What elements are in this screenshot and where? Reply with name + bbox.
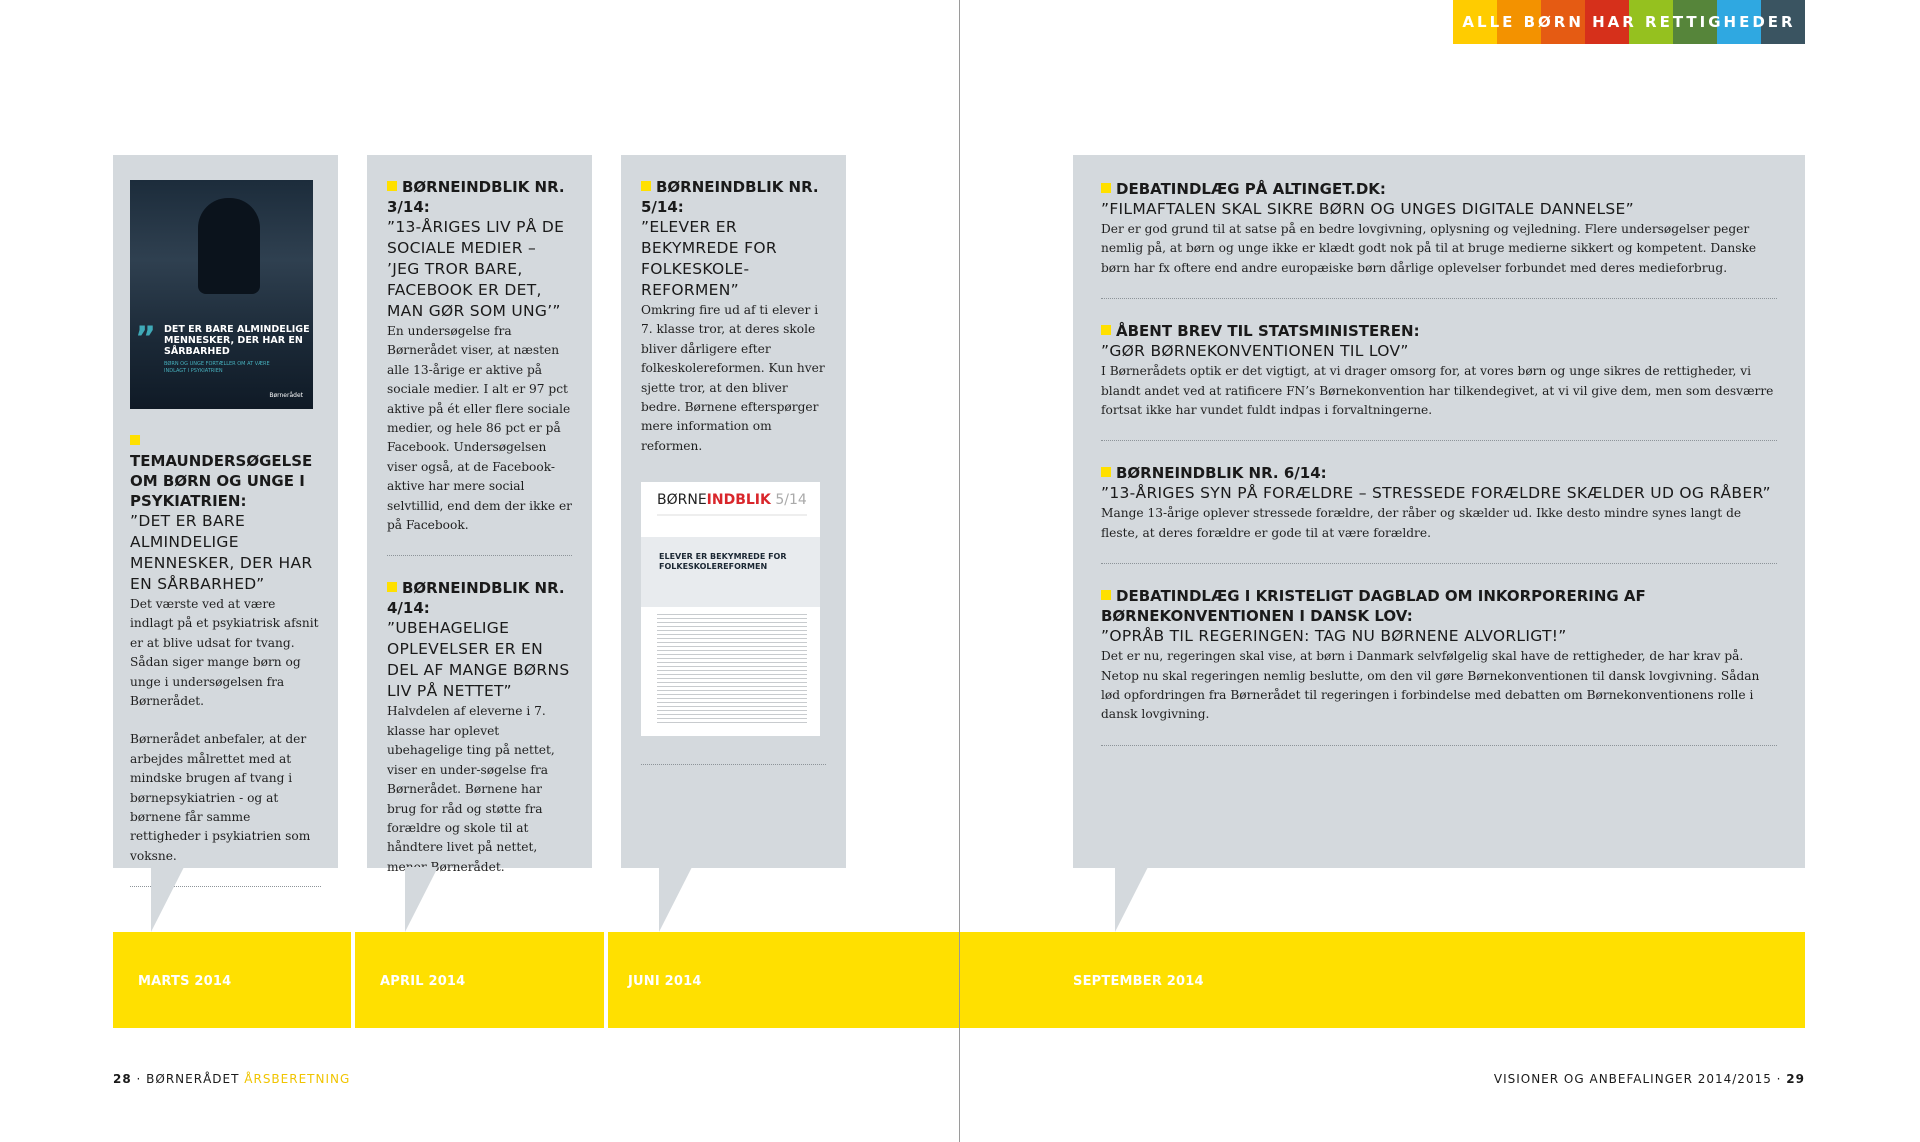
item-subheading: ”13-ÅRIGES LIV PÅ DE SOCIALE MEDIER – ’JEG TROR BARE, FACEBOOK ER DET, MAN GØR SOM UNG’” — [387, 218, 565, 320]
quote-icon: ” — [135, 319, 157, 357]
page-number: 28 — [113, 1072, 132, 1086]
report-title: ELEVER ER BEKYMREDE FOR FOLKESKOLEREFORMEN — [659, 552, 787, 572]
item-heading: TEMAUNDERSØGELSE OM BØRN OG UNGE I PSYKIATRIEN: — [130, 431, 321, 511]
item-heading: BØRNEINDBLIK NR. 4/14: — [387, 578, 572, 618]
report-rule — [657, 514, 807, 516]
item-subheading: ”FILMAFTALEN SKAL SIKRE BØRN OG UNGES DIGITALE DANNELSE” — [1101, 200, 1634, 218]
dotted-divider — [1101, 563, 1777, 564]
timeline-bar-juni — [608, 932, 959, 1028]
item-heading: DEBATINDLÆG PÅ ALTINGET.DK: — [1101, 179, 1777, 199]
item-heading: DEBATINDLÆG I KRISTELIGT DAGBLAD OM INKORPORERING AF BØRNEKONVENTIONEN I DANSK LOV: — [1101, 586, 1777, 626]
report-masthead — [657, 492, 807, 508]
panel-pointer — [151, 867, 184, 932]
timeline-bar-april — [355, 932, 604, 1028]
footer-title: VISIONER OG ANBEFALINGER 2014/2015 — [1493, 1072, 1772, 1086]
timeline-month: SEPTEMBER 2014 — [1073, 974, 1204, 989]
dotted-divider — [387, 555, 572, 556]
item-heading: BØRNEINDBLIK NR. 5/14: — [641, 177, 826, 217]
item-heading: BØRNEINDBLIK NR. 3/14: — [387, 177, 572, 217]
report-issue: 5/14 — [775, 492, 807, 509]
timeline-month: MARTS 2014 — [138, 974, 232, 989]
timeline-bar-september — [960, 932, 1805, 1028]
timeline-item — [387, 177, 572, 535]
page-number: 29 — [1786, 1072, 1805, 1086]
item-body: Halvdelen af eleverne i 7. klasse har oplevet ubehagelige ting på nettet, viser en under-søgelse fra Børnerådet. Børnene har brug for råd og støtte fra forældre og skole til at håndtere livet på nettet, mener Børnerådet. — [387, 704, 555, 874]
report-brand-b: INDBLIK — [706, 492, 771, 509]
timeline-item — [1101, 179, 1777, 278]
banner-title: ALLE BØRN HAR RETTIGHEDER — [1462, 13, 1796, 31]
panel-marts — [113, 155, 338, 868]
item-subheading: ”DET ER BARE ALMINDELIGE MENNESKER, DER HAR EN SÅRBARHED” — [130, 512, 313, 593]
panel-april — [367, 155, 592, 874]
body-paragraph: Det værste ved at være indlagt på et psykiatrisk afsnit er at blive udsat for tvang. Sådan siger mange børn og unge i undersøgelsen fra Børnerådet. — [130, 597, 319, 709]
timeline-item — [1101, 463, 1777, 543]
timeline-item — [1101, 321, 1777, 420]
cover-logo: Børnerådet — [269, 392, 303, 399]
cover-subtitle: BØRN OG UNGE FORTÆLLER OM AT VÆRE INDLAGT I PSYKIATRIEN — [164, 361, 270, 374]
item-subheading: ”ELEVER ER BEKYMREDE FOR FOLKESKOLE-REFORMEN” — [641, 218, 777, 299]
footer-left: 28 · BØRNERÅDET ÅRSBERETNING — [113, 1072, 351, 1086]
item-subheading: ”OPRÅB TIL REGERINGEN: TAG NU BØRNENE ALVORLIGT!” — [1101, 627, 1567, 646]
item-body: En undersøgelse fra Børnerådet viser, at næsten alle 13-årige er aktive på sociale medier. I alt er 97 pct aktive på ét eller flere sociale medier, og hele 86 pct er på Facebook. Undersøgelsen viser også, at de Facebook-aktive har mere social selvtillid, end dem der ikke er på Facebook. — [387, 324, 572, 533]
panel-pointer — [659, 867, 692, 932]
panel-september — [1073, 155, 1805, 868]
dotted-divider — [1101, 298, 1777, 299]
item-body: Det er nu, regeringen skal vise, at børn i Danmark selvfølgelig skal have de rettigheder, de har krav på. Netop nu skal regeringen nemlig beslutte, om den vil gøre Børnekonventionen til dansk lovgivning. Sådan lød opfordringen fra Børnerådet til regeringen i forbindelse med debatten om Børnekonventionens rolle i dansk lovgivning. — [1101, 649, 1760, 722]
cover-title: DET ER BARE ALMINDELIGE MENNESKER, DER HAR EN SÅRBARHED — [164, 324, 310, 357]
panel-pointer — [405, 867, 438, 932]
item-subheading: ”13-ÅRIGES SYN PÅ FORÆLDRE – STRESSEDE FORÆLDRE SKÆLDER UD OG RÅBER” — [1101, 484, 1771, 503]
dotted-divider — [1101, 745, 1777, 746]
footer-right: VISIONER OG ANBEFALINGER 2014/2015 · 29 — [1493, 1072, 1805, 1086]
report-cover-image — [130, 180, 313, 409]
item-heading: BØRNEINDBLIK NR. 6/14: — [1101, 463, 1777, 483]
timeline-month: APRIL 2014 — [380, 974, 466, 989]
dotted-divider — [641, 764, 826, 765]
timeline-month: JUNI 2014 — [628, 974, 702, 989]
dotted-divider — [1101, 440, 1777, 441]
timeline-item — [1101, 586, 1777, 725]
item-body: Mange 13-årige oplever stressede forældre, der råber og skælder ud. Ikke desto mindre synes langt de fleste, at deres forældre er gode til at være forældre. — [1101, 506, 1742, 540]
item-subheading: ”UBEHAGELIGE OPLEVELSER ER EN DEL AF MANGE BØRNS LIV PÅ NETTET” — [387, 619, 570, 701]
item-body: Omkring fire ud af ti elever i 7. klasse tror, at deres skole bliver dårligere efter folkeskolereformen. Kun hver sjette tror, at den bliver bedre. Børnene efterspørger mere information om reformen. — [641, 303, 825, 453]
timeline-item — [387, 578, 572, 877]
report-title-band — [641, 537, 820, 607]
timeline-bar-marts — [113, 932, 351, 1028]
report-brand-a: BØRNE — [657, 492, 707, 509]
item-body — [130, 595, 321, 866]
cover-silhouette — [198, 198, 260, 294]
report-thumbnail-image — [641, 482, 820, 736]
panel-juni — [621, 155, 846, 868]
footer-org: BØRNERÅDET — [146, 1072, 240, 1086]
body-paragraph: Børnerådet anbefaler, at der arbejdes målrettet med at mindske brugen af tvang i børnepsykiatrien - og at børnene får samme rettigheder i psykiatrien som voksne. — [130, 732, 311, 863]
panel-pointer — [1115, 867, 1148, 932]
item-body: Der er god grund til at satse på en bedre lovgivning, oplysning og vejledning. Flere undersøgelser peger nemlig på, at børn og unge ikke er klædt godt nok på til at bruge medierne sikkert og kompetent. Danske børn har fx oftere end andre europæiske børn dårlige oplevelser forbundet med deres medieforbrug. — [1101, 222, 1757, 275]
item-body: I Børnerådets optik er det vigtigt, at vi drager omsorg for, at vores børn og unge sikres de rettigheder, vi blandt andet ved at ratificere FN’s Børnekonvention har tilkendegivet, at vi vil give dem, men som desværre fortsat ikke har vundet fuldt indpas i forvaltningerne. — [1101, 364, 1774, 418]
item-subheading: ”GØR BØRNEKONVENTIONEN TIL LOV” — [1101, 342, 1409, 361]
footer-publication: ÅRSBERETNING — [244, 1072, 351, 1086]
report-text-columns — [657, 614, 807, 726]
item-heading: ÅBENT BREV TIL STATSMINISTEREN: — [1101, 321, 1777, 341]
